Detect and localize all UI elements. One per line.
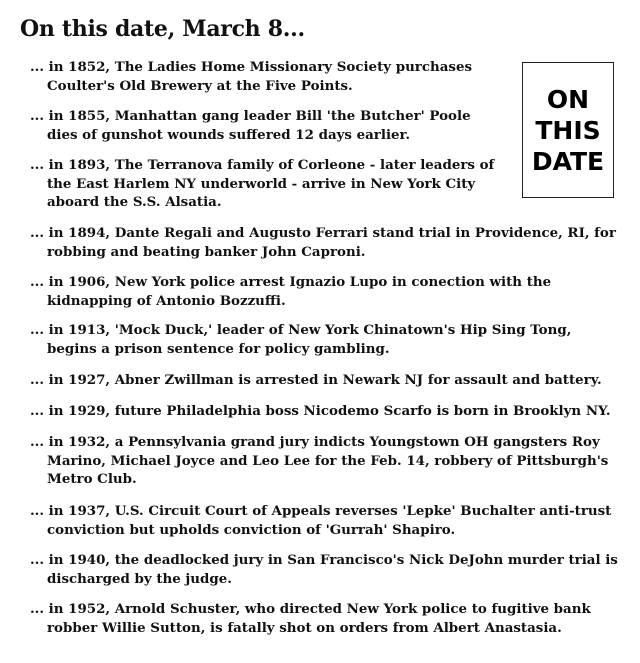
- entry-1932: ... in 1932, a Pennsylvania grand jury indicts Youngstown OH gangsters Roy Marino, Michael Joyce and Leo Lee for the Feb. 14, robbery of Pittsburgh's Metro Club.: [30, 434, 609, 487]
- entry-1855: ... in 1855, Manhattan gang leader Bill 'the Butcher' Poole dies of gunshot wounds suffered 12 days earlier.: [30, 108, 471, 143]
- entry-1852: ... in 1852, The Ladies Home Missionary Society purchases Coulter's Old Brewery at the Five Points.: [30, 59, 473, 94]
- entry-1906: ... in 1906, New York police arrest Ignazio Lupo in conection with the kidnapping of Antonio Bozzuffi.: [30, 274, 552, 309]
- entry-1937: ... in 1937, U.S. Circuit Court of Appeals reverses 'Lepke' Buchalter anti-trust conviction but upholds conviction of 'Gurrah' Shapiro.: [30, 503, 612, 538]
- entry-1940: ... in 1940, the deadlocked jury in San Francisco's Nick DeJohn murder trial is discharged by the judge.: [30, 552, 618, 587]
- entry-1927: ... in 1927, Abner Zwillman is arrested in Newark NJ for assault and battery.: [30, 372, 602, 388]
- page-title: On this date, March 8...: [20, 16, 305, 42]
- entry-1929: ... in 1929, future Philadelphia boss Nicodemo Scarfo is born in Brooklyn NY.: [30, 403, 611, 419]
- entry-1913: ... in 1913, 'Mock Duck,' leader of New York Chinatown's Hip Sing Tong, begins a prison sentence for policy gambling.: [30, 322, 572, 357]
- entry-1893: ... in 1893, The Terranova family of Corleone - later leaders of the East Harlem NY underworld - arrive in New York City aboard the S.S. Alsatia.: [30, 157, 495, 210]
- entries-list: [30, 58, 620, 637]
- stamp-line-this: THIS: [535, 115, 601, 145]
- entry-1952: ... in 1952, Arnold Schuster, who directed New York police to fugitive bank robber Willie Sutton, is fatally shot on orders from Albert Anastasia.: [30, 601, 591, 636]
- entry-1894: ... in 1894, Dante Regali and Augusto Ferrari stand trial in Providence, RI, for robbing and beating banker John Caproni.: [30, 225, 616, 260]
- stamp-line-on: ON: [546, 84, 590, 114]
- stamp-line-date: DATE: [531, 146, 605, 176]
